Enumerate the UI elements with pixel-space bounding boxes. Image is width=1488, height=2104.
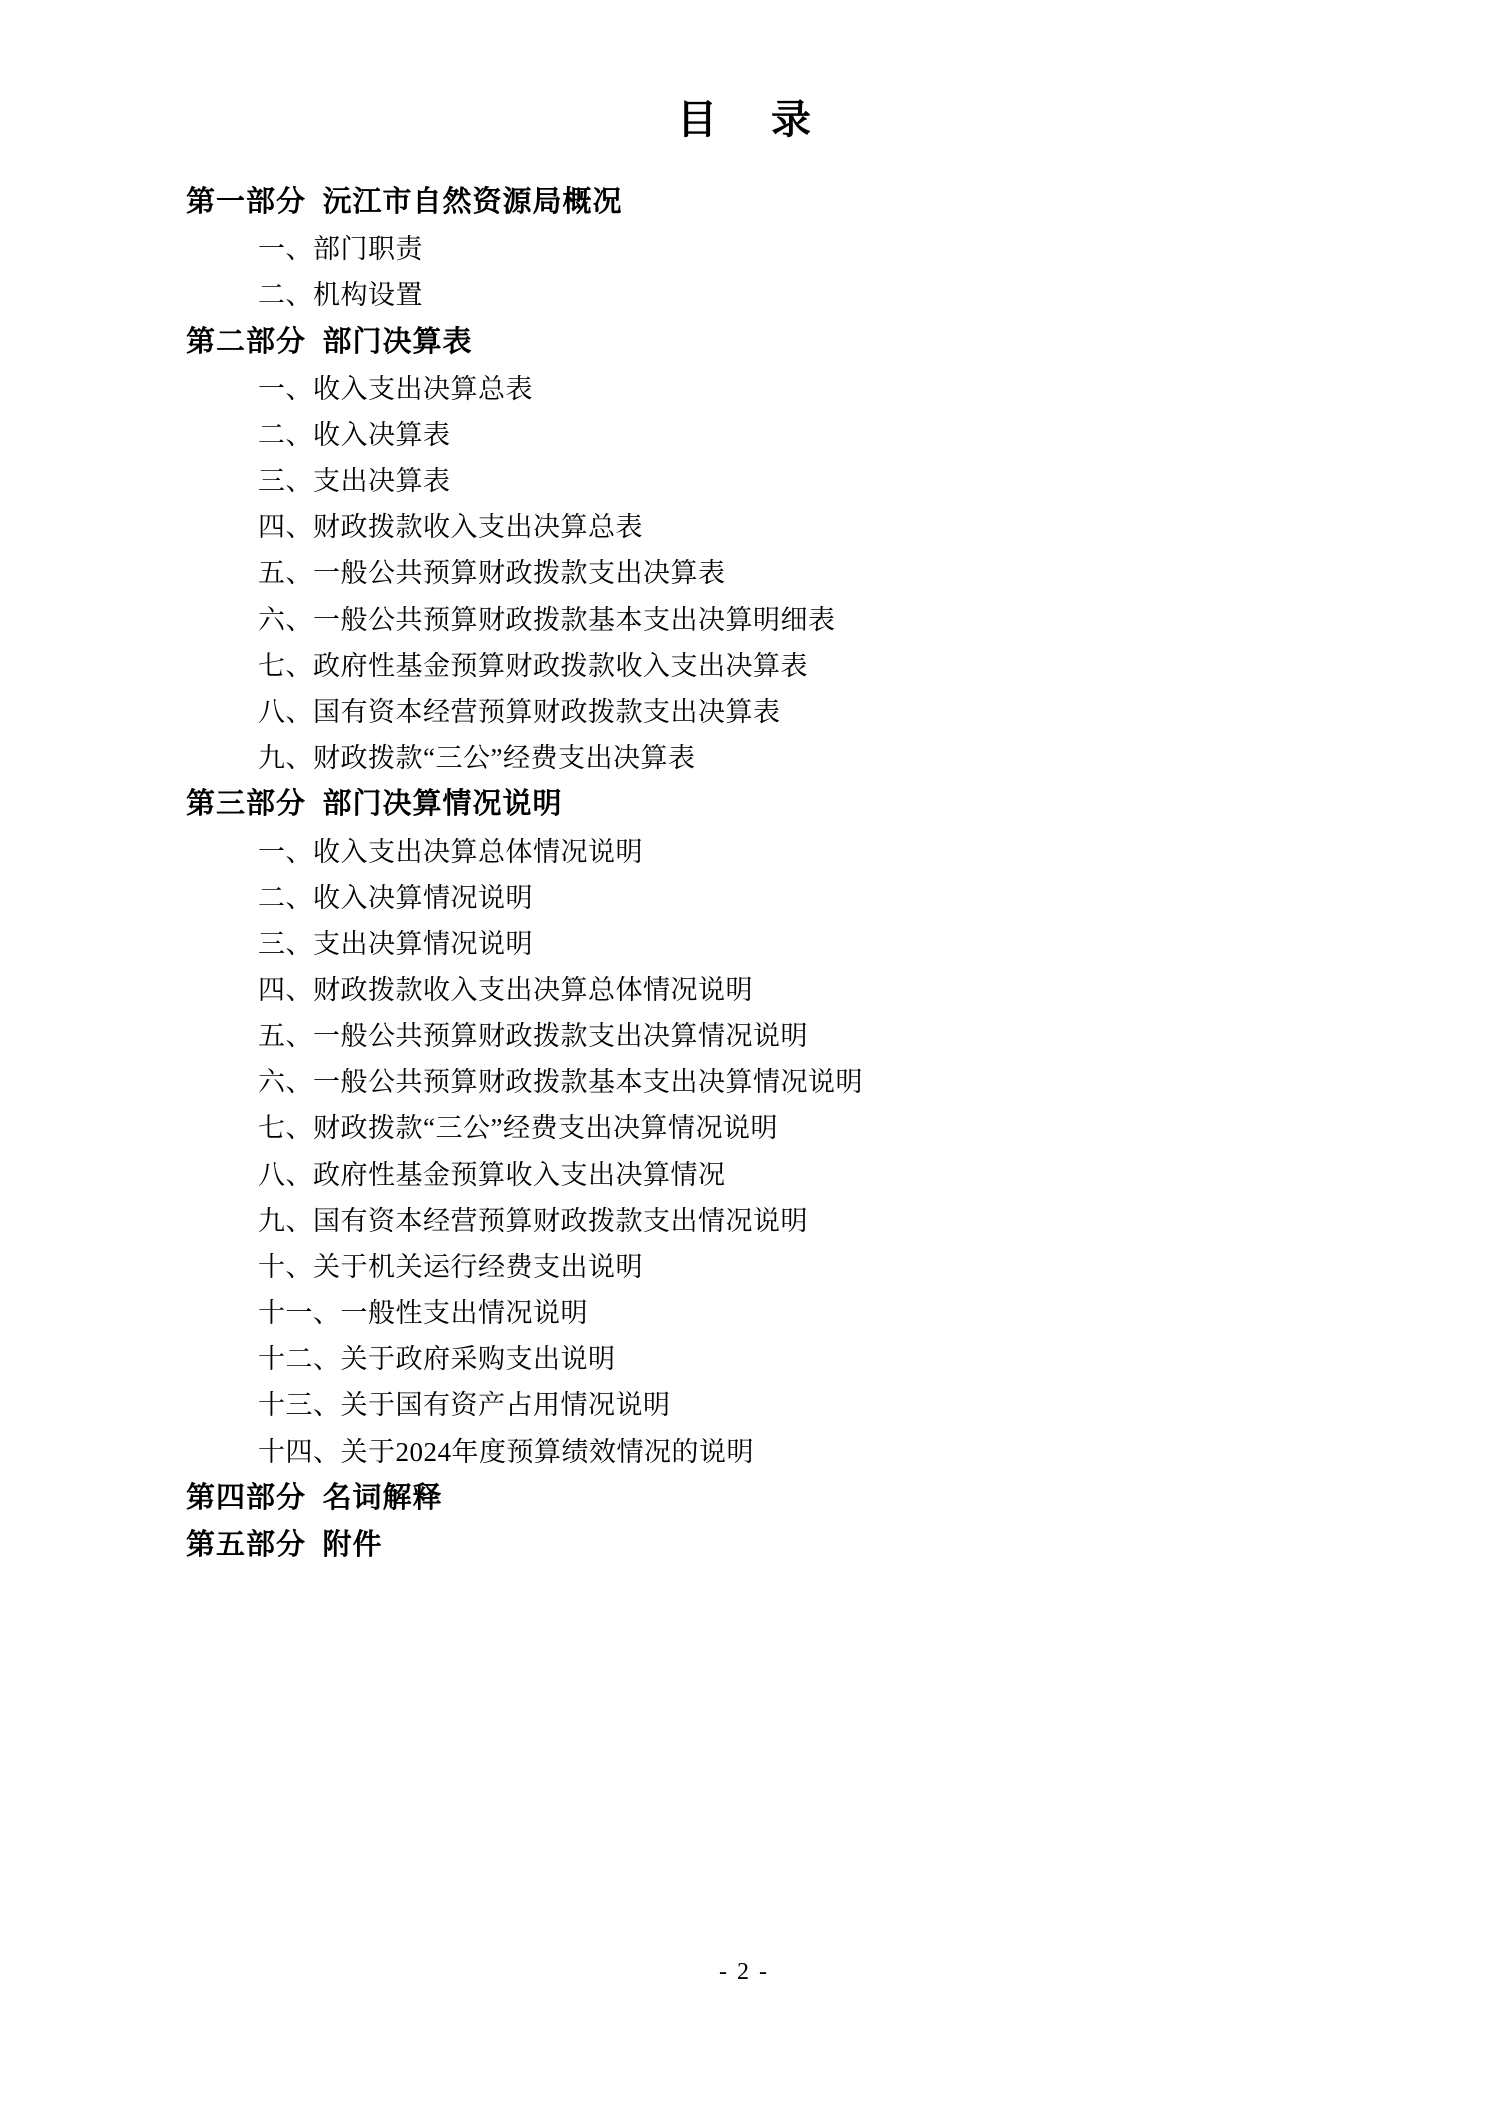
- toc-entry[interactable]: 九、财政拨款“三公”经费支出决算表: [258, 743, 696, 774]
- table-of-contents: [0, 179, 1488, 1569]
- toc-part-heading[interactable]: 第四部分 名词解释: [186, 1481, 443, 1514]
- toc-entry[interactable]: 十四、关于2024年度预算绩效情况的说明: [258, 1436, 754, 1467]
- toc-entry[interactable]: 二、收入决算情况说明: [258, 882, 533, 913]
- toc-entry[interactable]: 四、财政拨款收入支出决算总表: [258, 512, 643, 543]
- toc-entry[interactable]: 五、一般公共预算财政拨款支出决算表: [258, 558, 726, 589]
- toc-entry[interactable]: 四、财政拨款收入支出决算总体情况说明: [258, 974, 753, 1005]
- toc-entry[interactable]: 七、财政拨款“三公”经费支出决算情况说明: [258, 1113, 778, 1144]
- toc-entry[interactable]: 七、政府性基金预算财政拨款收入支出决算表: [258, 650, 808, 681]
- toc-part-heading[interactable]: 第五部分 附件: [186, 1528, 383, 1561]
- toc-entry[interactable]: 六、一般公共预算财政拨款基本支出决算明细表: [258, 604, 836, 635]
- toc-entry[interactable]: 八、国有资本经营预算财政拨款支出决算表: [258, 696, 781, 727]
- toc-entry[interactable]: 一、收入支出决算总表: [258, 373, 533, 404]
- toc-part-heading[interactable]: 第二部分 部门决算表: [186, 325, 473, 358]
- toc-entry[interactable]: 十、关于机关运行经费支出说明: [258, 1251, 643, 1282]
- toc-entry[interactable]: 十一、一般性支出情况说明: [258, 1298, 588, 1329]
- toc-entry[interactable]: 三、支出决算表: [258, 466, 451, 497]
- toc-entry[interactable]: 十三、关于国有资产占用情况说明: [258, 1390, 671, 1421]
- toc-entry[interactable]: 二、机构设置: [258, 280, 423, 311]
- toc-entry[interactable]: 二、收入决算表: [258, 420, 451, 450]
- toc-entry[interactable]: 三、支出决算情况说明: [258, 928, 533, 959]
- toc-entry[interactable]: 一、收入支出决算总体情况说明: [258, 836, 643, 867]
- toc-part-heading[interactable]: 第一部分 沅江市自然资源局概况: [186, 186, 623, 218]
- page-number: - 2 -: [719, 1959, 769, 1985]
- toc-entry[interactable]: 一、部门职责: [258, 234, 423, 265]
- toc-entry[interactable]: 五、一般公共预算财政拨款支出决算情况说明: [258, 1021, 808, 1052]
- toc-entry[interactable]: 十二、关于政府采购支出说明: [258, 1344, 616, 1375]
- toc-entry[interactable]: 八、政府性基金预算收入支出决算情况: [258, 1159, 726, 1190]
- page-title: 目 录: [677, 97, 833, 142]
- toc-part-heading[interactable]: 第三部分 部门决算情况说明: [186, 788, 563, 821]
- toc-entry[interactable]: 六、一般公共预算财政拨款基本支出决算情况说明: [258, 1067, 863, 1098]
- toc-entry[interactable]: 九、国有资本经营预算财政拨款支出情况说明: [258, 1205, 808, 1236]
